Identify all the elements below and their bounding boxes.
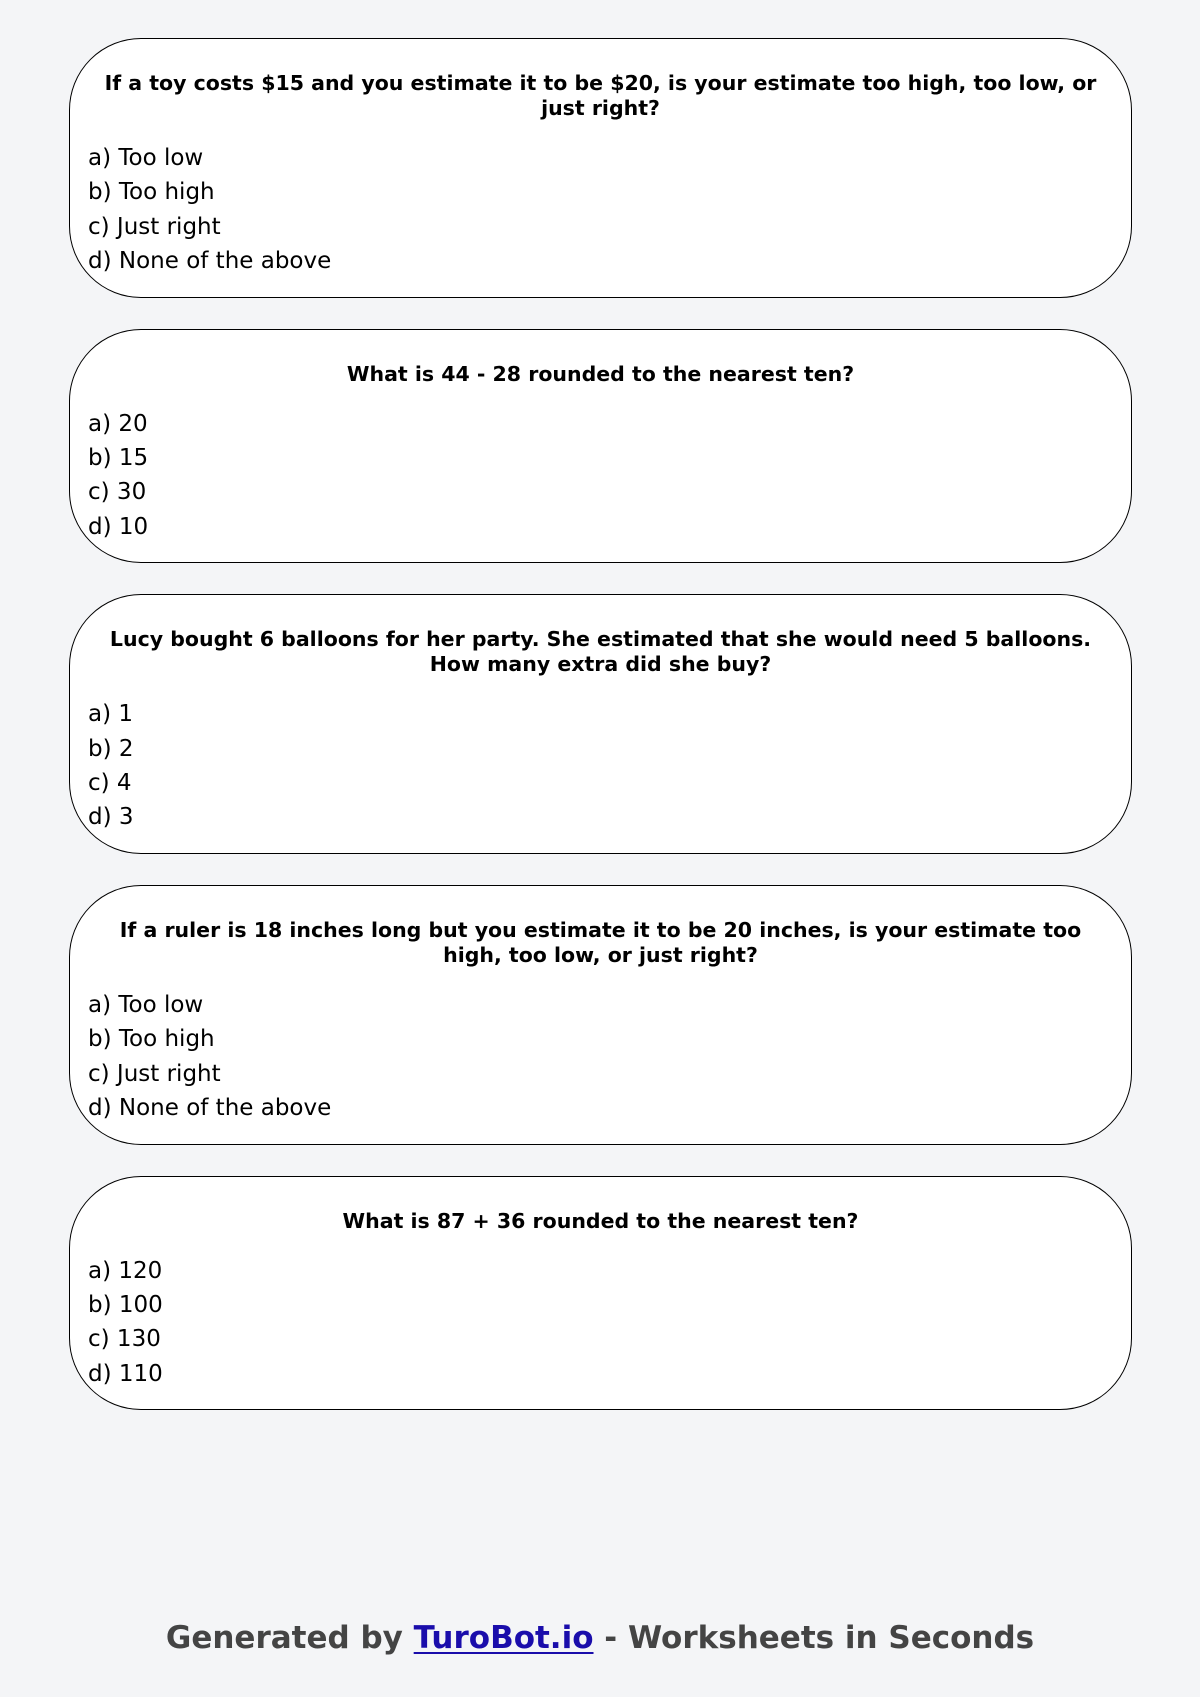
question-text: What is 44 - 28 rounded to the nearest ten? [346,361,855,386]
footer [0,1616,1200,1660]
question-text: If a toy costs $15 and you estimate it to be $20, is your estimate too high, too low, or just right? [104,71,1097,120]
answer-options [88,988,1113,1126]
answer-option-a: a) 120 [88,1257,163,1284]
answer-option-d: d) None of the above [88,248,332,275]
answer-option-a: a) Too low [88,991,204,1018]
answer-option-b: b) Too high [88,179,215,206]
answer-option-c: c) 130 [88,1326,161,1353]
turobot-link[interactable]: TuroBot.io [413,1620,594,1656]
answer-options [88,407,1113,545]
question-card-3 [69,594,1132,854]
answer-option-b: b) 100 [88,1291,163,1318]
answer-option-d: d) 110 [88,1360,163,1387]
answer-option-d: d) 10 [88,513,149,540]
question-card-5 [69,1176,1132,1411]
footer-prefix: Generated by [165,1620,414,1656]
question-text: What is 87 + 36 rounded to the nearest ten? [342,1208,859,1233]
answer-option-d: d) None of the above [88,1095,332,1122]
answer-options [88,697,1113,835]
answer-options [88,1254,1113,1392]
question-card-4 [69,885,1132,1145]
answer-option-b: b) 2 [88,735,134,762]
answer-option-c: c) Just right [88,213,221,240]
answer-option-b: b) 15 [88,445,149,472]
answer-option-a: a) 20 [88,410,148,437]
question-text: If a ruler is 18 inches long but you estimate it to be 20 inches, is your estimate too high, too low, or just right? [119,917,1082,967]
answer-option-d: d) 3 [88,804,134,831]
answer-options [88,141,1113,279]
question-card-2 [69,329,1132,564]
answer-option-c: c) Just right [88,1060,221,1087]
worksheet [69,38,1132,1441]
question-text: Lucy bought 6 balloons for her party. She estimated that she would need 5 balloons. How many extra did she buy? [109,627,1092,677]
answer-option-a: a) 1 [88,701,134,728]
answer-option-c: c) 4 [88,770,132,797]
footer-suffix: - Worksheets in Seconds [593,1620,1035,1656]
answer-option-c: c) 30 [88,479,147,506]
question-card-1 [69,38,1132,298]
answer-option-b: b) Too high [88,1026,215,1053]
answer-option-a: a) Too low [88,145,204,171]
